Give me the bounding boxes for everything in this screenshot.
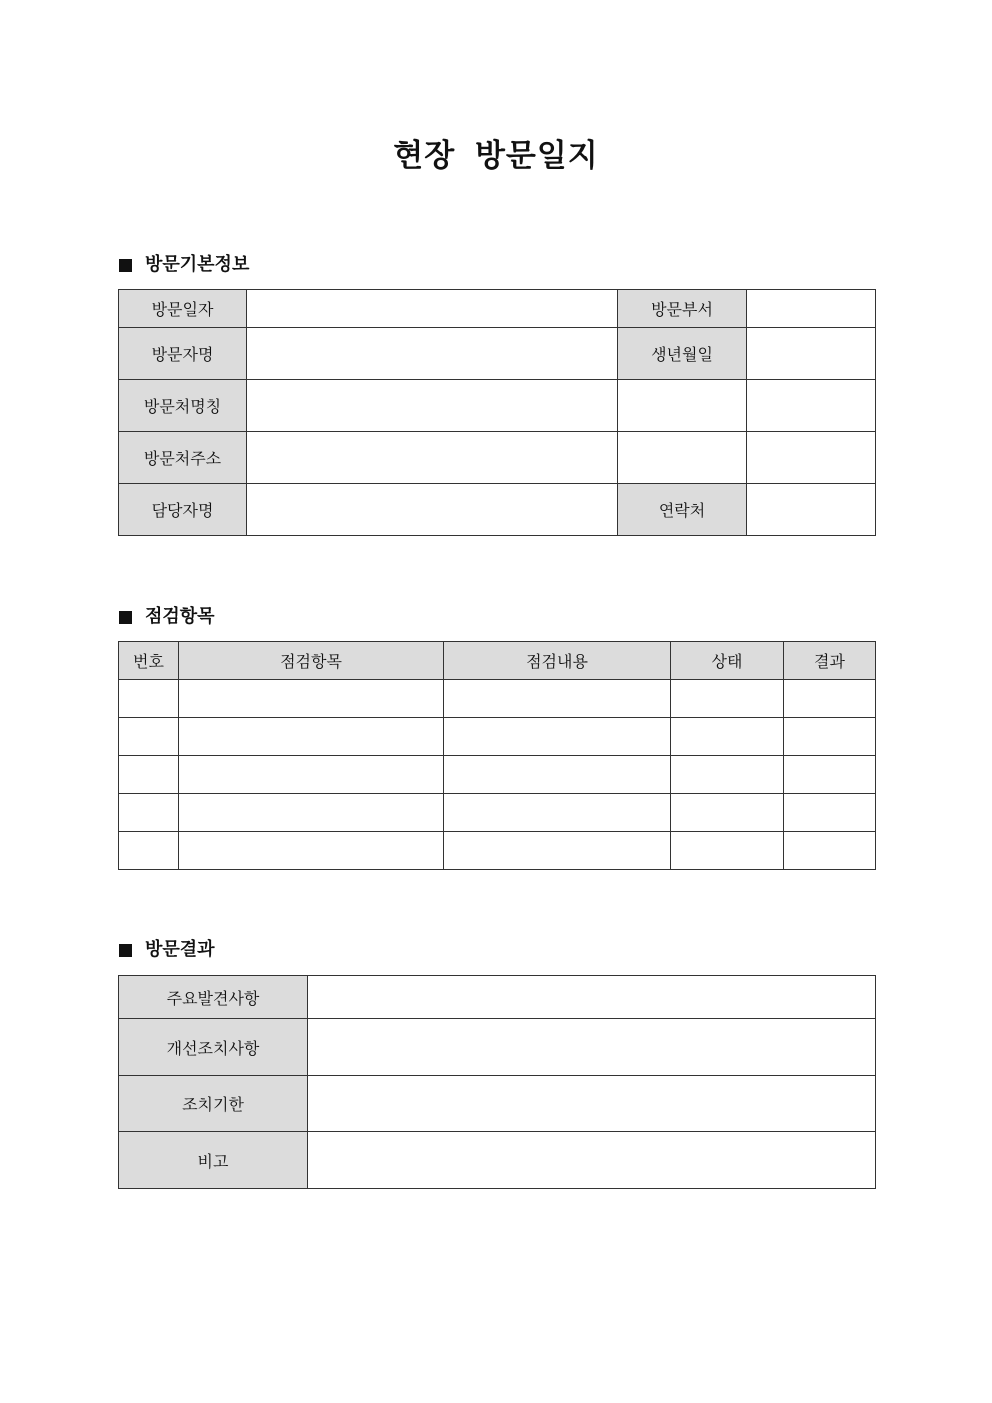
field-action-deadline[interactable]: [308, 1076, 876, 1132]
label-contact-number: 연락처: [618, 484, 747, 536]
label-visit-place-address: 방문처주소: [119, 432, 247, 484]
cell-number[interactable]: [119, 832, 179, 870]
cell-result[interactable]: [784, 794, 876, 832]
label-visitor-name: 방문자명: [119, 328, 247, 380]
table-row: [119, 976, 876, 1019]
header-result: 결과: [784, 642, 876, 680]
cell-check-item[interactable]: [179, 794, 444, 832]
header-check-content: 점검내용: [444, 642, 671, 680]
header-status: 상태: [671, 642, 784, 680]
label-visit-department: 방문부서: [618, 290, 747, 328]
field-extra-label-1[interactable]: [618, 380, 747, 432]
cell-result[interactable]: [784, 680, 876, 718]
label-visit-date: 방문일자: [119, 290, 247, 328]
cell-check-content[interactable]: [444, 794, 671, 832]
cell-number[interactable]: [119, 680, 179, 718]
field-corrective-actions[interactable]: [308, 1019, 876, 1076]
cell-number[interactable]: [119, 718, 179, 756]
label-key-findings: 주요발견사항: [119, 976, 308, 1019]
cell-check-item[interactable]: [179, 832, 444, 870]
section-heading-checklist: [119, 605, 215, 629]
table-row: [119, 1132, 876, 1189]
section-heading-visit-result: [119, 938, 215, 962]
table-row: [119, 484, 876, 536]
cell-result[interactable]: [784, 718, 876, 756]
header-check-item: 점검항목: [179, 642, 444, 680]
visit-result-table: [118, 975, 876, 1189]
label-contact-person: 담당자명: [119, 484, 247, 536]
label-action-deadline: 조치기한: [119, 1076, 308, 1132]
page-title: 현장 방문일지: [393, 138, 599, 174]
field-visit-place-address[interactable]: [247, 432, 618, 484]
table-row: [119, 432, 876, 484]
cell-check-content[interactable]: [444, 832, 671, 870]
table-row: [119, 832, 876, 870]
field-contact-number[interactable]: [747, 484, 876, 536]
table-row: [119, 718, 876, 756]
cell-number[interactable]: [119, 794, 179, 832]
section-heading-basic-info: [119, 253, 249, 277]
table-row: [119, 794, 876, 832]
cell-status[interactable]: [671, 794, 784, 832]
label-visit-place-name: 방문처명칭: [119, 380, 247, 432]
section-heading-text: 방문기본정보: [145, 254, 250, 275]
cell-number[interactable]: [119, 756, 179, 794]
table-header-row: [119, 642, 876, 680]
cell-check-item[interactable]: [179, 718, 444, 756]
field-visit-date[interactable]: [247, 290, 618, 328]
label-remarks: 비고: [119, 1132, 308, 1189]
field-visitor-name[interactable]: [247, 328, 618, 380]
field-extra-label-2[interactable]: [618, 432, 747, 484]
table-row: [119, 290, 876, 328]
field-visit-department[interactable]: [747, 290, 876, 328]
square-bullet-icon: [119, 944, 132, 957]
cell-check-content[interactable]: [444, 718, 671, 756]
cell-status[interactable]: [671, 832, 784, 870]
field-key-findings[interactable]: [308, 976, 876, 1019]
cell-check-item[interactable]: [179, 756, 444, 794]
cell-check-item[interactable]: [179, 680, 444, 718]
table-row: [119, 328, 876, 380]
field-extra-value-2[interactable]: [747, 432, 876, 484]
label-birth-date: 생년월일: [618, 328, 747, 380]
field-birth-date[interactable]: [747, 328, 876, 380]
cell-status[interactable]: [671, 756, 784, 794]
basic-info-table: [118, 289, 876, 536]
cell-check-content[interactable]: [444, 756, 671, 794]
field-contact-person[interactable]: [247, 484, 618, 536]
cell-result[interactable]: [784, 832, 876, 870]
section-heading-text: 방문결과: [145, 939, 215, 960]
table-row: [119, 756, 876, 794]
cell-status[interactable]: [671, 680, 784, 718]
cell-check-content[interactable]: [444, 680, 671, 718]
field-remarks[interactable]: [308, 1132, 876, 1189]
field-visit-place-name[interactable]: [247, 380, 618, 432]
square-bullet-icon: [119, 259, 132, 272]
table-row: [119, 680, 876, 718]
checklist-table: [118, 641, 876, 870]
table-row: [119, 380, 876, 432]
table-row: [119, 1076, 876, 1132]
table-row: [119, 1019, 876, 1076]
label-corrective-actions: 개선조치사항: [119, 1019, 308, 1076]
square-bullet-icon: [119, 611, 132, 624]
cell-result[interactable]: [784, 756, 876, 794]
header-number: 번호: [119, 642, 179, 680]
field-extra-value-1[interactable]: [747, 380, 876, 432]
section-heading-text: 점검항목: [145, 606, 215, 627]
cell-status[interactable]: [671, 718, 784, 756]
